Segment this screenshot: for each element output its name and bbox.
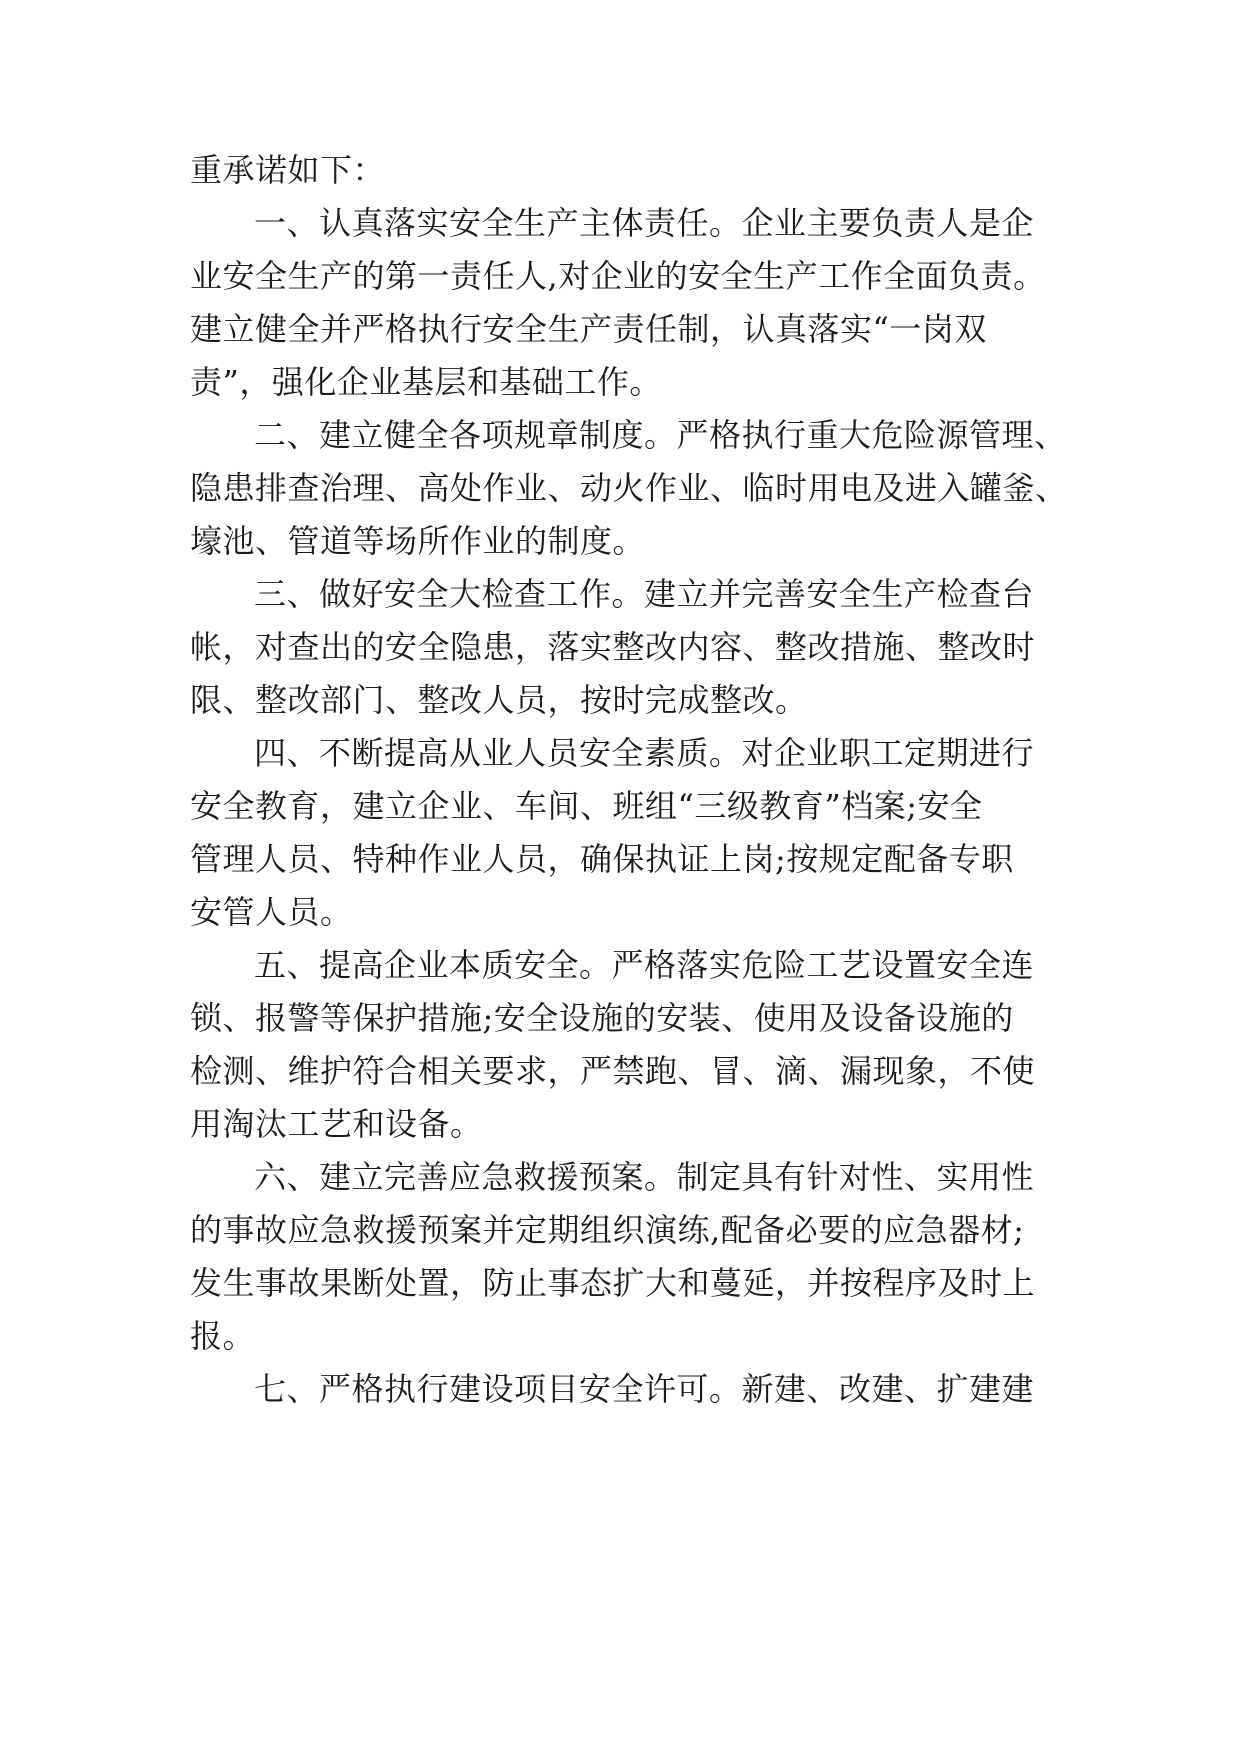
text-line: 发生事故果断处置，防止事态扩大和蔓延，并按程序及时上: [190, 1264, 1036, 1302]
text-line: 四、不断提高从业人员安全素质。对企业职工定期进行: [254, 734, 1035, 772]
text-line: 一、认真落实安全生产主体责任。企业主要负责人是企: [254, 204, 1035, 242]
text-line: 用淘汰工艺和设备。: [190, 1105, 483, 1143]
document-page: [190, 150, 1070, 1650]
text-line: 检测、维护符合相关要求，严禁跑、冒、滴、漏现象，不使: [190, 1052, 1036, 1090]
text-line: 壕池、管道等场所作业的制度。: [190, 522, 646, 560]
text-line: 六、建立完善应急救援预案。制定具有针对性、实用性: [254, 1158, 1035, 1196]
text-line: 安管人员。: [190, 893, 353, 931]
text-line: 锁、报警等保护措施;安全设施的安装、使用及设备设施的: [190, 999, 1014, 1037]
text-line: 五、提高企业本质安全。严格落实危险工艺设置安全连: [254, 946, 1035, 984]
text-line: 限、整改部门、整改人员，按时完成整改。: [190, 681, 808, 719]
text-line: 业安全生产的第一责任人,对企业的安全生产工作全面负责。: [190, 257, 1046, 295]
text-line: 重承诺如下：: [190, 151, 386, 189]
text-line: 帐，对查出的安全隐患，落实整改内容、整改措施、整改时: [190, 628, 1036, 666]
text-line: 的事故应急救援预案并定期组织演练,配备必要的应急器材;: [190, 1211, 1025, 1249]
text-line: 三、做好安全大检查工作。建立并完善安全生产检查台: [254, 575, 1035, 613]
text-line: 报。: [190, 1317, 256, 1355]
text-line: 建立健全并严格执行安全生产责任制，认真落实“一岗双: [190, 310, 987, 348]
text-line: 隐患排查治理、高处作业、动火作业、临时用电及进入罐釜、: [190, 469, 1068, 507]
text-line: 责”，强化企业基层和基础工作。: [190, 363, 662, 401]
text-line: 安全教育，建立企业、车间、班组“三级教育”档案;安全: [190, 787, 983, 825]
text-line: 七、严格执行建设项目安全许可。新建、改建、扩建建: [254, 1370, 1035, 1408]
text-line: 管理人员、特种作业人员，确保执证上岗;按规定配备专职: [190, 840, 1014, 878]
text-line: 二、建立健全各项规章制度。严格执行重大危险源管理、: [254, 416, 1067, 454]
